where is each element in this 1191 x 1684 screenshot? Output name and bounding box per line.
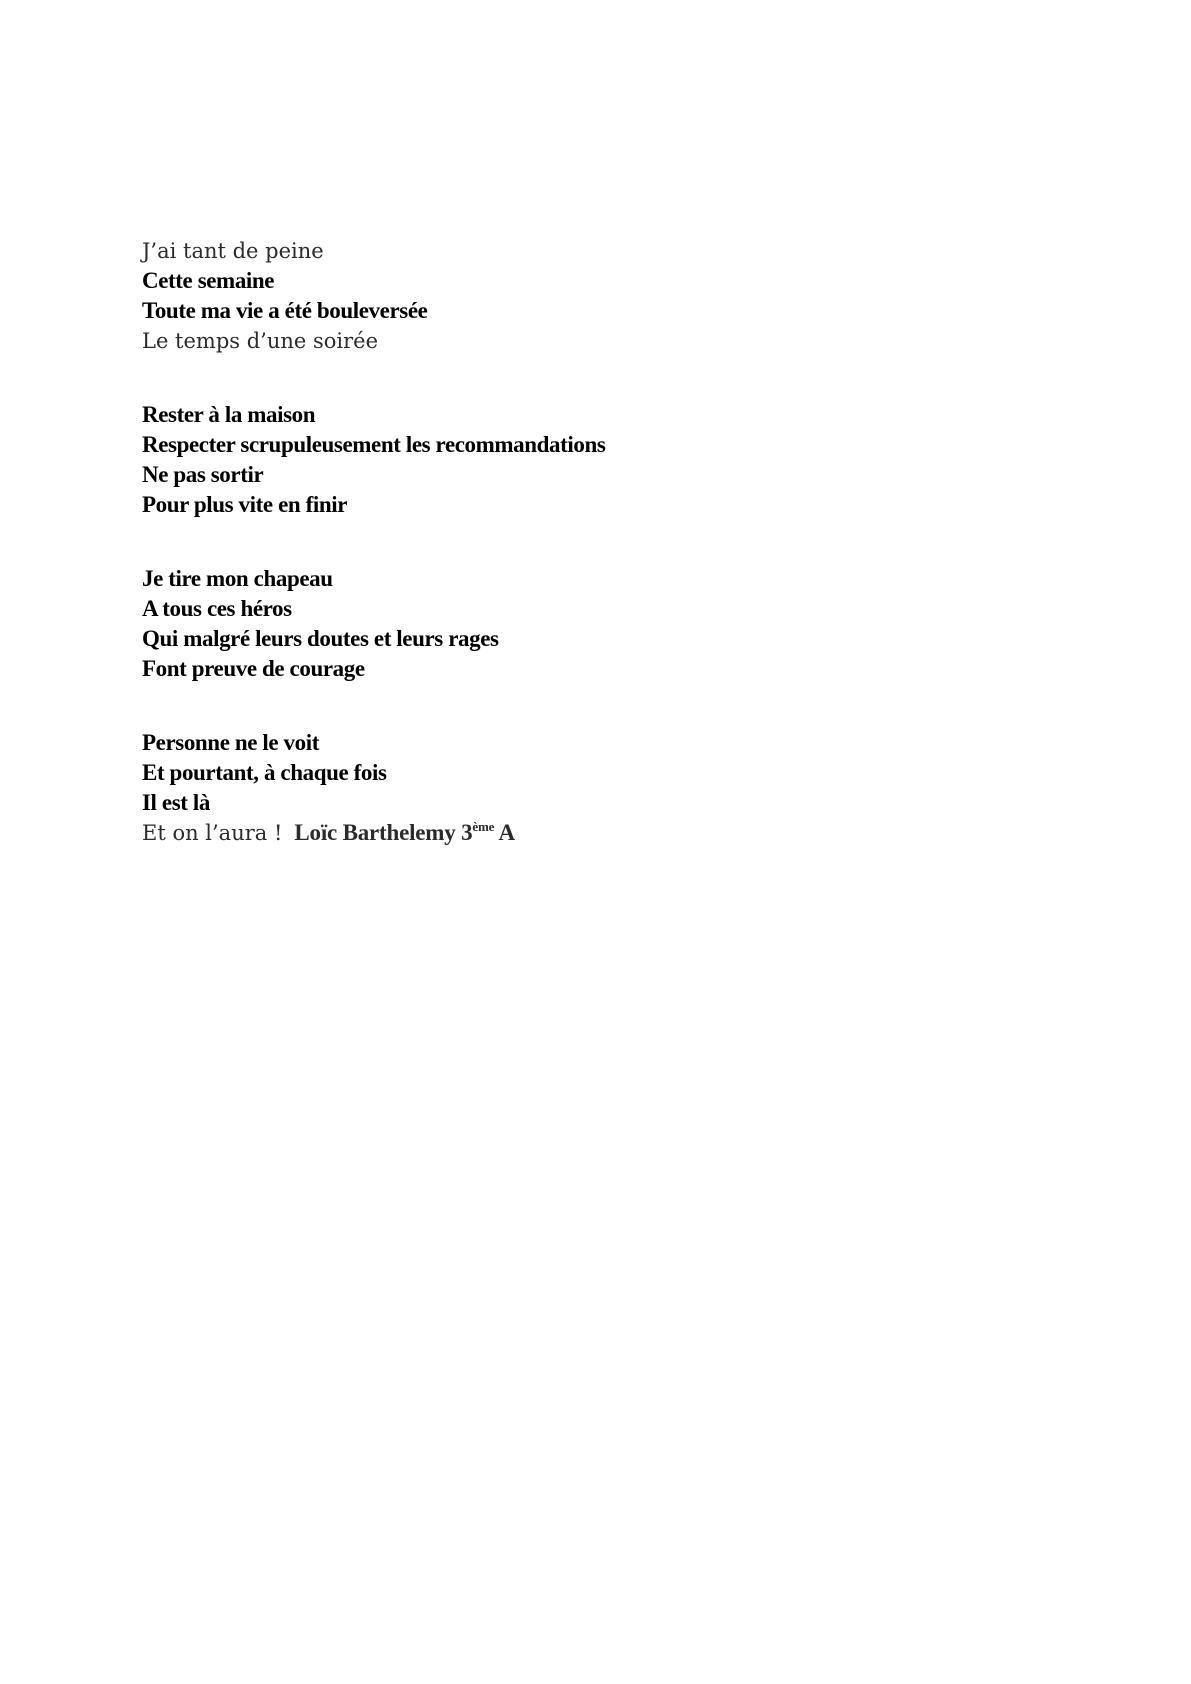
poem-line: Le temps d’une soirée [142,329,379,353]
poem-line: Respecter scrupuleusement les recommandations [142,432,606,457]
poem-line: J’ai tant de peine [142,239,324,263]
stanza-1 [142,236,1042,356]
poem-line: Font preuve de courage [142,656,365,681]
poem-line: Il est là [142,790,210,815]
stanza-3 [142,564,1042,684]
poem-line: Pour plus vite en finir [142,492,348,517]
poem-line: Ne pas sortir [142,462,264,487]
poem-line: Personne ne le voit [142,730,320,755]
poem-line: Qui malgré leurs doutes et leurs rages [142,626,499,651]
signature-class: A [494,820,515,845]
poem-line: Cette semaine [142,268,275,293]
poem [142,236,1042,892]
poem-line-text: Et on l’aura ! [142,821,283,845]
stanza-4 [142,728,1042,848]
poem-line: A tous ces héros [142,596,292,621]
signature-name: Loïc Barthelemy 3 [294,820,473,845]
stanza-2 [142,400,1042,520]
poem-line: Toute ma vie a été bouleversée [142,298,428,323]
poem-line: Je tire mon chapeau [142,566,333,591]
signature [294,820,515,845]
signature-superscript: ème [472,819,495,834]
poem-line: Rester à la maison [142,402,316,427]
poem-line: Et pourtant, à chaque fois [142,760,387,785]
final-line [142,818,1042,848]
